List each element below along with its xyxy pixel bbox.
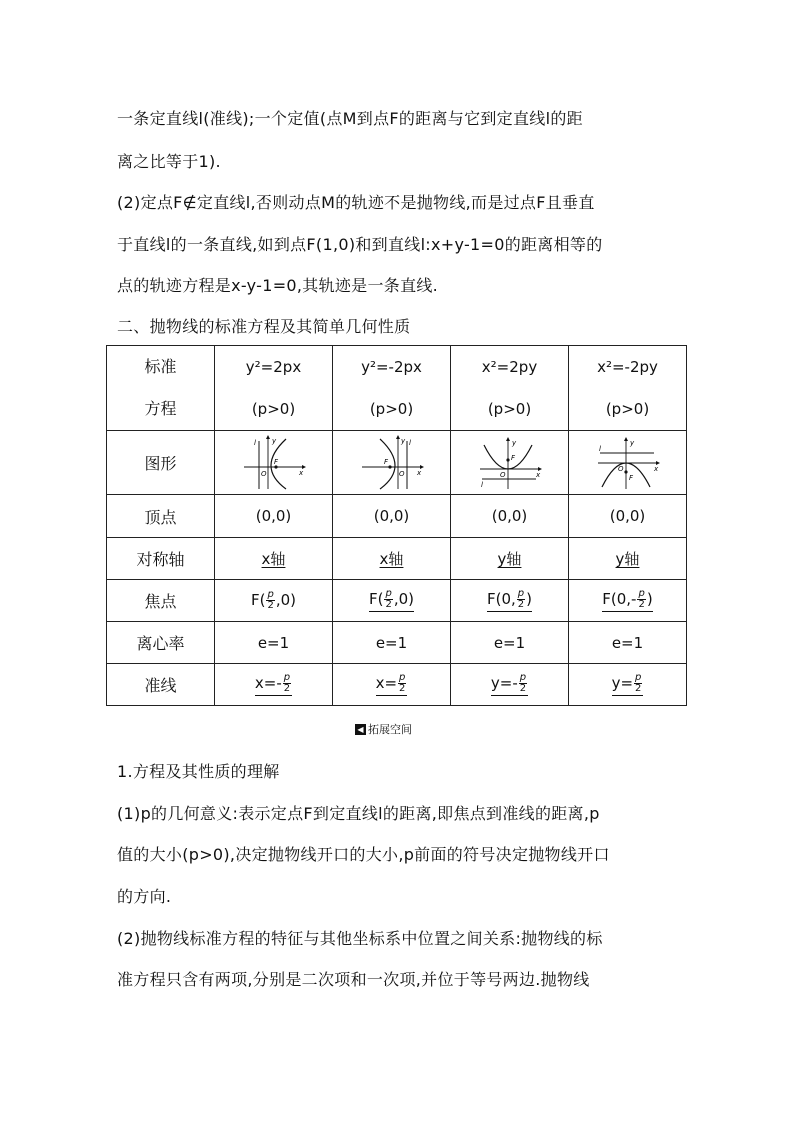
fraction-denominator: 2 (283, 683, 291, 694)
directrix-cell (333, 664, 451, 706)
fraction-denominator: 2 (519, 683, 527, 694)
equation-cell (569, 346, 687, 431)
table-row (107, 346, 687, 431)
directrix-cell (569, 664, 687, 706)
focus-text: F( (368, 590, 384, 608)
fraction-denominator: 2 (635, 683, 642, 694)
parabola-down-graph (596, 435, 660, 491)
vertex-cell: (0,0) (569, 495, 687, 538)
ecc-cell: e=1 (451, 622, 569, 664)
row-header-graph: 图形 (107, 431, 215, 495)
fraction (283, 673, 291, 694)
axis-cell (569, 538, 687, 580)
graph-cell (569, 431, 687, 495)
table-row (107, 664, 687, 706)
axis-value: x轴 (261, 550, 286, 568)
graph-label: O (499, 470, 506, 479)
graph-label: l (408, 438, 411, 447)
parabola-right-graph (242, 435, 306, 491)
text-line: 1.方程及其性质的理解 (117, 762, 280, 781)
equation-cell (451, 346, 569, 431)
graph-label: O (398, 469, 405, 478)
equation: y²=2px (245, 358, 302, 376)
fraction-denominator: 2 (385, 599, 392, 610)
table-row (107, 431, 687, 495)
graph-label: F (510, 453, 515, 462)
fraction-numerator: p (399, 672, 406, 683)
ecc-cell: e=1 (333, 622, 451, 664)
speaker-icon: ◀ (355, 724, 366, 735)
vertex-cell: (0,0) (215, 495, 333, 538)
axis-cell (333, 538, 451, 580)
focus-cell (451, 580, 569, 622)
graph-label: l (598, 444, 601, 453)
text-line: 离之比等于1). (117, 152, 221, 171)
text-line: 值的大小(p>0),决定抛物线开口的大小,p前面的符号决定抛物线开口 (117, 845, 610, 864)
condition: (p>0) (369, 400, 414, 418)
graph-label: x (653, 464, 658, 473)
focus-cell (215, 580, 333, 622)
fraction (634, 673, 642, 694)
vertex-cell: (0,0) (333, 495, 451, 538)
equation: x²=2py (481, 358, 538, 376)
graph-label: y (271, 436, 276, 445)
section-heading: 二、抛物线的标准方程及其简单几何性质 (117, 317, 411, 336)
axis-value: y轴 (497, 550, 522, 568)
focus-value (602, 589, 652, 612)
row-header-equation (107, 346, 215, 431)
axis-cell (215, 538, 333, 580)
focus-value (369, 589, 414, 612)
fraction-denominator: 2 (638, 599, 645, 610)
fraction-numerator: p (385, 588, 392, 599)
ecc-cell: e=1 (215, 622, 333, 664)
graph-label: y (400, 436, 405, 445)
focus-cell (333, 580, 451, 622)
fraction-numerator: p (638, 588, 645, 599)
equation: y²=-2px (361, 358, 422, 376)
graph-cell (451, 431, 569, 495)
directrix-text: y= (611, 674, 634, 692)
equation-cell (333, 346, 451, 431)
graph-cell (215, 431, 333, 495)
fraction (519, 673, 527, 694)
axis-value: y轴 (615, 550, 640, 568)
fraction-denominator: 2 (517, 599, 525, 610)
condition: (p>0) (605, 400, 650, 418)
graph-label: O (617, 464, 624, 473)
condition: (p>0) (487, 400, 532, 418)
parabola-properties-table (106, 345, 687, 706)
table-row (107, 538, 687, 580)
fraction-denominator: 2 (399, 683, 406, 694)
table-row (107, 622, 687, 664)
directrix-value (612, 673, 644, 696)
expand-space-tag (355, 721, 412, 737)
directrix-text: x= (375, 674, 398, 692)
directrix-text: y=- (490, 674, 518, 692)
text-line: 点的轨迹方程是x-y-1=0,其轨迹是一条直线. (117, 276, 439, 295)
row-header-axis: 对称轴 (107, 538, 215, 580)
fraction-denominator: 2 (267, 600, 274, 611)
parabola-up-graph (478, 435, 542, 491)
row-header-label: 方程 (144, 399, 177, 418)
graph-label: F (273, 457, 278, 466)
graph-label: O (260, 469, 267, 478)
focus-value (487, 589, 532, 612)
text-line: 一条定直线l(准线);一个定值(点M到点F的距离与它到定直线l的距 (117, 109, 583, 128)
table-row (107, 580, 687, 622)
fraction (637, 589, 645, 610)
directrix-text: x=- (254, 674, 282, 692)
condition: (p>0) (251, 400, 296, 418)
focus-text: F( (250, 591, 266, 609)
focus-cell (569, 580, 687, 622)
text-line: (2)抛物线标准方程的特征与其他坐标系中位置之间关系:抛物线的标 (117, 929, 603, 948)
focus-text: F(0, (486, 590, 516, 608)
fraction-numerator: p (519, 672, 527, 683)
vertex-cell: (0,0) (451, 495, 569, 538)
focus-text: ) (646, 590, 653, 608)
focus-value (251, 591, 296, 609)
graph-label: x (298, 468, 303, 477)
row-header-label: 标准 (144, 357, 177, 376)
directrix-value (491, 673, 528, 696)
fraction (266, 590, 274, 611)
axis-cell (451, 538, 569, 580)
equation-cell (215, 346, 333, 431)
directrix-value (376, 673, 408, 696)
fraction (517, 589, 525, 610)
graph-label: l (253, 438, 256, 447)
focus-text: ,0) (393, 590, 415, 608)
graph-cell (333, 431, 451, 495)
graph-label: x (416, 468, 421, 477)
text-line: (2)定点F∉定直线l,否则动点M的轨迹不是抛物线,而是过点F且垂直 (117, 193, 595, 212)
parabola-left-graph (360, 435, 424, 491)
table-row (107, 495, 687, 538)
ecc-cell: e=1 (569, 622, 687, 664)
focus-text: ,0) (275, 591, 297, 609)
row-header-eccentricity: 离心率 (107, 622, 215, 664)
fraction-numerator: p (267, 589, 274, 600)
text-line: 准方程只含有两项,分别是二次项和一次项,并位于等号两边.抛物线 (117, 970, 590, 989)
text-line: 于直线l的一条直线,如到点F(1,0)和到直线l:x+y-1=0的距离相等的 (117, 235, 603, 254)
fraction (398, 673, 406, 694)
graph-label: F (628, 473, 633, 482)
equation: x²=-2py (597, 358, 658, 376)
fraction-numerator: p (517, 588, 525, 599)
directrix-cell (451, 664, 569, 706)
graph-label: y (629, 438, 634, 447)
directrix-cell (215, 664, 333, 706)
row-header-vertex: 顶点 (107, 495, 215, 538)
text-line: 的方向. (117, 887, 172, 906)
graph-label: F (383, 457, 388, 466)
focus-text: ) (526, 590, 533, 608)
graph-label: l (480, 480, 483, 489)
row-header-directrix: 准线 (107, 664, 215, 706)
directrix-value (255, 673, 292, 696)
fraction (384, 589, 392, 610)
graph-label: y (511, 438, 516, 447)
axis-value: x轴 (379, 550, 404, 568)
row-header-focus: 焦点 (107, 580, 215, 622)
expand-space-label: 拓展空间 (368, 723, 412, 736)
fraction-numerator: p (635, 672, 642, 683)
fraction-numerator: p (283, 672, 291, 683)
text-line: (1)p的几何意义:表示定点F到定直线l的距离,即焦点到准线的距离,p (117, 804, 600, 823)
graph-label: x (535, 470, 540, 479)
focus-text: F(0,- (602, 590, 637, 608)
